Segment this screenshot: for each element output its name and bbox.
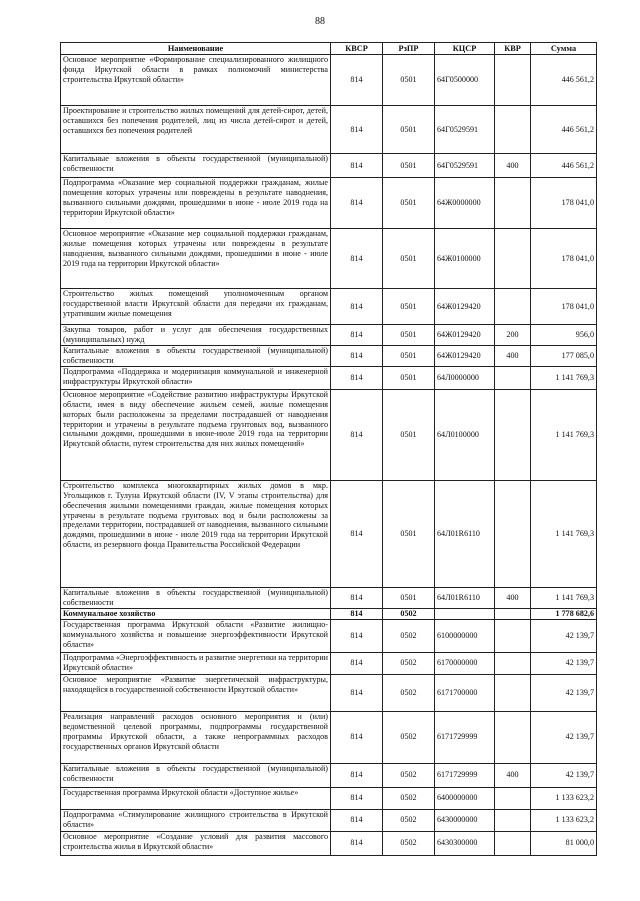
cell-name: Коммунальное хозяйство — [61, 608, 331, 619]
table-row — [61, 106, 597, 154]
cell-sum: 1 133 623,2 — [531, 809, 597, 831]
cell-kvr — [495, 711, 531, 763]
cell-rzpr: 0501 — [383, 480, 435, 587]
cell-name: Основное мероприятие «Оказание мер социальной поддержки гражданам, жилые помещения которых утрачены или повреждены в результате наводнения, вызванного сильными дождями, прошедшими в июне - июле 2019 года на территории Иркутской области» — [61, 229, 331, 289]
cell-sum: 1 141 769,3 — [531, 366, 597, 389]
cell-kcsr: 64Ж0129420 — [435, 289, 495, 325]
cell-rzpr: 0501 — [383, 229, 435, 289]
cell-sum: 1 141 769,3 — [531, 389, 597, 480]
cell-kcsr: 6170000000 — [435, 652, 495, 674]
cell-kvr: 200 — [495, 325, 531, 346]
table-row — [61, 366, 597, 389]
cell-kcsr: 6400000000 — [435, 787, 495, 809]
cell-kvr — [495, 787, 531, 809]
cell-kcsr: 64Ж0129420 — [435, 345, 495, 366]
budget-table — [60, 42, 597, 856]
cell-sum: 42 139,7 — [531, 619, 597, 652]
cell-kcsr: 6100000000 — [435, 619, 495, 652]
table-header-row — [61, 43, 597, 55]
cell-kvsr: 814 — [331, 325, 383, 346]
cell-name: Основное мероприятие «Развитие энергетической инфраструктуры, находящейся в государственной собственности Иркутской области» — [61, 674, 331, 711]
cell-name: Закупка товаров, работ и услуг для обеспечения государственных (муниципальных) нужд — [61, 325, 331, 346]
cell-kvr — [495, 652, 531, 674]
cell-kcsr: 64Ж0000000 — [435, 178, 495, 229]
section-row — [61, 608, 597, 619]
cell-name: Подпрограмма «Поддержка и модернизация коммунальной и инженерной инфраструктуры Иркутской области» — [61, 366, 331, 389]
header-kcsr: КЦСР — [435, 43, 495, 55]
cell-name: Основное мероприятие «Формирование специализированного жилищного фонда Иркутской области в рамках полномочий министерства строительства Иркутской области» — [61, 55, 331, 106]
cell-kcsr: 6171729999 — [435, 763, 495, 787]
cell-rzpr: 0502 — [383, 608, 435, 619]
table-row — [61, 154, 597, 178]
cell-kcsr: 6430300000 — [435, 831, 495, 855]
cell-rzpr: 0501 — [383, 389, 435, 480]
table-row — [61, 831, 597, 855]
cell-kcsr: 64Л0100000 — [435, 389, 495, 480]
cell-rzpr: 0502 — [383, 763, 435, 787]
cell-kcsr — [435, 608, 495, 619]
table-row — [61, 325, 597, 346]
cell-kvsr: 814 — [331, 366, 383, 389]
cell-sum: 1 141 769,3 — [531, 480, 597, 587]
cell-kvsr: 814 — [331, 809, 383, 831]
table-row — [61, 674, 597, 711]
table-row — [61, 652, 597, 674]
cell-kvr — [495, 178, 531, 229]
cell-rzpr: 0502 — [383, 674, 435, 711]
cell-sum: 178 041,0 — [531, 229, 597, 289]
cell-kvsr: 814 — [331, 831, 383, 855]
table-row — [61, 480, 597, 587]
cell-kvsr: 814 — [331, 608, 383, 619]
cell-rzpr: 0502 — [383, 787, 435, 809]
cell-name: Подпрограмма «Стимулирование жилищного строительства в Иркутской области» — [61, 809, 331, 831]
cell-kvsr: 814 — [331, 289, 383, 325]
cell-kvsr: 814 — [331, 763, 383, 787]
page-number: 88 — [315, 16, 325, 27]
cell-kvsr: 814 — [331, 652, 383, 674]
cell-rzpr: 0502 — [383, 809, 435, 831]
cell-kcsr: 64Л01R6110 — [435, 587, 495, 608]
cell-name: Капитальные вложения в объекты государственной (муниципальной) собственности — [61, 763, 331, 787]
cell-rzpr: 0501 — [383, 154, 435, 178]
cell-rzpr: 0502 — [383, 652, 435, 674]
cell-kvr — [495, 366, 531, 389]
cell-name: Капитальные вложения в объекты государственной (муниципальной) собственности — [61, 345, 331, 366]
table-row — [61, 809, 597, 831]
table-row — [61, 289, 597, 325]
cell-rzpr: 0501 — [383, 366, 435, 389]
cell-kcsr: 64Л01R6110 — [435, 480, 495, 587]
cell-kcsr: 6171700000 — [435, 674, 495, 711]
cell-kvr — [495, 480, 531, 587]
cell-name: Подпрограмма «Энергоэффективность и развитие энергетики на территории Иркутской области» — [61, 652, 331, 674]
cell-rzpr: 0502 — [383, 831, 435, 855]
cell-kvsr: 814 — [331, 674, 383, 711]
cell-rzpr: 0502 — [383, 711, 435, 763]
cell-sum: 81 000,0 — [531, 831, 597, 855]
header-kvsr: КВСР — [331, 43, 383, 55]
cell-kcsr: 64Ж0129420 — [435, 325, 495, 346]
cell-rzpr: 0501 — [383, 178, 435, 229]
cell-kvr — [495, 831, 531, 855]
cell-sum: 1 133 623,2 — [531, 787, 597, 809]
cell-rzpr: 0501 — [383, 325, 435, 346]
cell-name: Подпрограмма «Оказание мер социальной поддержки гражданам, жилые помещения которых утрачены или повреждены в результате наводнения, вызванного сильными дождями, прошедшими в июне - июле 2019 года на территории Иркутской области» — [61, 178, 331, 229]
table-row — [61, 389, 597, 480]
cell-kcsr: 64Г0529591 — [435, 106, 495, 154]
cell-kvsr: 814 — [331, 787, 383, 809]
cell-kvsr: 814 — [331, 711, 383, 763]
cell-name: Основное мероприятие «Создание условий для развития массового строительства жилья в Иркутской области» — [61, 831, 331, 855]
table-body — [61, 55, 597, 856]
cell-name: Капитальные вложения в объекты государственной (муниципальной) собственности — [61, 154, 331, 178]
cell-kvr — [495, 289, 531, 325]
cell-sum: 446 561,2 — [531, 55, 597, 106]
cell-kvr — [495, 389, 531, 480]
cell-kvsr: 814 — [331, 154, 383, 178]
cell-kvsr: 814 — [331, 178, 383, 229]
cell-kvr: 400 — [495, 154, 531, 178]
cell-kcsr: 6430000000 — [435, 809, 495, 831]
cell-kvsr: 814 — [331, 106, 383, 154]
cell-name: Строительство комплекса многоквартирных жилых домов в мкр. Угольщиков г. Тулуна Иркутской области (IV, V этапы строительства) для обеспечения жилыми помещениями граждан, жилые помещения которых утрачены в результате подъема грунтовых вод и были расположены за пределами территории, пострадавшей от наводнения, вызванного сильными дождями, прошедшими в июне - июле 2019 года на территории Иркутской области, из резервного фонда Правительства Российской Федерации — [61, 480, 331, 587]
cell-sum: 446 561,2 — [531, 106, 597, 154]
cell-sum: 177 085,0 — [531, 345, 597, 366]
cell-kvsr: 814 — [331, 229, 383, 289]
table-row — [61, 345, 597, 366]
cell-rzpr: 0501 — [383, 55, 435, 106]
cell-name: Строительство жилых помещений уполномоченным органом государственной власти Иркутской области для передачи их гражданам, утратившим жилые помещения — [61, 289, 331, 325]
cell-rzpr: 0501 — [383, 587, 435, 608]
cell-kvsr: 814 — [331, 587, 383, 608]
header-sum: Сумма — [531, 43, 597, 55]
cell-sum: 1 778 682,6 — [531, 608, 597, 619]
cell-kvsr: 814 — [331, 55, 383, 106]
cell-rzpr: 0501 — [383, 289, 435, 325]
cell-rzpr: 0502 — [383, 619, 435, 652]
cell-kcsr: 64Ж0100000 — [435, 229, 495, 289]
cell-name: Проектирование и строительство жилых помещений для детей-сирот, детей, оставшихся без попечения родителей, лиц из числа детей-сирот и детей, оставшихся без попечения родителей — [61, 106, 331, 154]
cell-kvr — [495, 674, 531, 711]
cell-sum: 42 139,7 — [531, 674, 597, 711]
cell-kcsr: 64Л0000000 — [435, 366, 495, 389]
table-row — [61, 55, 597, 106]
table-row — [61, 178, 597, 229]
cell-rzpr: 0501 — [383, 106, 435, 154]
cell-kvr: 400 — [495, 587, 531, 608]
cell-sum: 42 139,7 — [531, 763, 597, 787]
cell-kvsr: 814 — [331, 619, 383, 652]
cell-name: Реализация направлений расходов основного мероприятия и (или) ведомственной целевой программы, подпрограммы государственной программы Иркутской области, а также непрограммных расходов государственных органов Иркутской области — [61, 711, 331, 763]
cell-kvr — [495, 809, 531, 831]
cell-kvr — [495, 55, 531, 106]
cell-kvr — [495, 619, 531, 652]
cell-sum: 42 139,7 — [531, 652, 597, 674]
cell-kvsr: 814 — [331, 480, 383, 587]
cell-kvsr: 814 — [331, 389, 383, 480]
cell-sum: 446 561,2 — [531, 154, 597, 178]
cell-kcsr: 64Г0500000 — [435, 55, 495, 106]
cell-kvsr: 814 — [331, 345, 383, 366]
cell-name: Государственная программа Иркутской области «Доступное жилье» — [61, 787, 331, 809]
table-row — [61, 763, 597, 787]
cell-kvr — [495, 106, 531, 154]
header-name: Наименование — [61, 43, 331, 55]
cell-kvr: 400 — [495, 345, 531, 366]
table-row — [61, 619, 597, 652]
cell-sum: 1 141 769,3 — [531, 587, 597, 608]
table-row — [61, 711, 597, 763]
table-row — [61, 587, 597, 608]
cell-sum: 178 041,0 — [531, 289, 597, 325]
cell-kvr — [495, 229, 531, 289]
table-row — [61, 229, 597, 289]
cell-sum: 178 041,0 — [531, 178, 597, 229]
header-kvr: КВР — [495, 43, 531, 55]
cell-name: Основное мероприятие «Содействие развитию инфраструктуры Иркутской области, имея в виду обеспечение жильем семей, жилые помещения которых были расположены за пределами пострадавшей от наводнения территории и утрачены в результате подъема грунтовых вод, вызванного сильными дождями, прошедшими в июне-июле 2019 года на территории Иркутской области, путем строительства для них жилых помещений» — [61, 389, 331, 480]
cell-kcsr: 64Г0529591 — [435, 154, 495, 178]
cell-name: Государственная программа Иркутской области «Развитие жилищно-коммунального хозяйства и повышение энергоэффективности Иркутской области» — [61, 619, 331, 652]
cell-kvr — [495, 608, 531, 619]
cell-sum: 956,0 — [531, 325, 597, 346]
cell-rzpr: 0501 — [383, 345, 435, 366]
cell-name: Капитальные вложения в объекты государственной (муниципальной) собственности — [61, 587, 331, 608]
header-rzpr: РзПР — [383, 43, 435, 55]
cell-sum: 42 139,7 — [531, 711, 597, 763]
table-row — [61, 787, 597, 809]
cell-kvr: 400 — [495, 763, 531, 787]
cell-kcsr: 6171729999 — [435, 711, 495, 763]
